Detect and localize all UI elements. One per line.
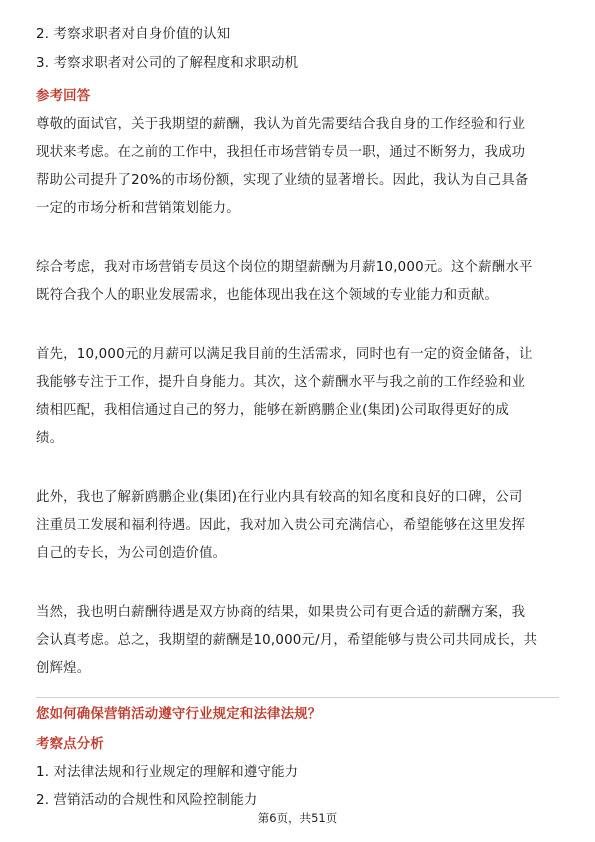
evaluation-point: 1. 对法律法规和行业规定的理解和遵守能力 — [36, 765, 299, 780]
evaluation-point: 3. 考察求职者对公司的了解程度和求职动机 — [36, 56, 299, 71]
answer-line: 尊敬的面试官，关于我期望的薪酬，我认为首先需要结合我自身的工作经验和行业 — [36, 117, 526, 132]
answer-line: 现状来考虑。在之前的工作中，我担任市场营销专员一职，通过不断努力，我成功 — [36, 145, 526, 160]
section-divider — [36, 697, 559, 698]
analysis-heading: 考察点分析 — [36, 737, 104, 752]
answer-line: 当然，我也明白薪酬待遇是双方协商的结果，如果贵公司有更合适的薪酬方案，我 — [36, 605, 526, 620]
answer-line: 一定的市场分析和营销策划能力。 — [36, 201, 240, 216]
answer-line: 注重员工发展和福利待遇。因此，我对加入贵公司充满信心，希望能够在这里发挥 — [36, 518, 526, 533]
page-number: 第6页，共51页 — [257, 811, 338, 825]
answer-heading: 参考回答 — [36, 89, 91, 104]
answer-line: 绩。 — [36, 431, 64, 446]
answer-line: 既符合我个人的职业发展需求，也能体现出我在这个领域的专业能力和贡献。 — [36, 288, 499, 303]
answer-line: 首先，10,000元的月薪可以满足我目前的生活需求，同时也有一定的资金储备，让 — [36, 347, 533, 362]
answer-line: 创辉煌。 — [36, 661, 91, 676]
answer-line: 会认真考虑。总之，我期望的薪酬是10,000元/月，希望能够与贵公司共同成长，共 — [36, 633, 538, 648]
answer-line: 此外，我也了解新鸥鹏企业(集团)在行业内具有较高的知名度和良好的口碑，公司 — [36, 490, 523, 505]
answer-line: 自己的专长，为公司创造价值。 — [36, 546, 227, 561]
question-heading: 您如何确保营销活动遵守行业规定和法律法规？ — [36, 707, 322, 722]
answer-line: 绩相匹配，我相信通过自己的努力，能够在新鸥鹏企业(集团)公司取得更好的成 — [36, 403, 509, 418]
answer-line: 综合考虑，我对市场营销专员这个岗位的期望薪酬为月薪10,000元。这个薪酬水平 — [36, 260, 533, 275]
evaluation-point: 2. 考察求职者对自身价值的认知 — [36, 27, 231, 42]
evaluation-point: 2. 营销活动的合规性和风险控制能力 — [36, 793, 258, 808]
answer-line: 我能够专注于工作，提升自身能力。其次，这个薪酬水平与我之前的工作经验和业 — [36, 375, 526, 390]
answer-line: 帮助公司提升了20%的市场份额，实现了业绩的显著增长。因此，我认为自己具备 — [36, 173, 529, 188]
